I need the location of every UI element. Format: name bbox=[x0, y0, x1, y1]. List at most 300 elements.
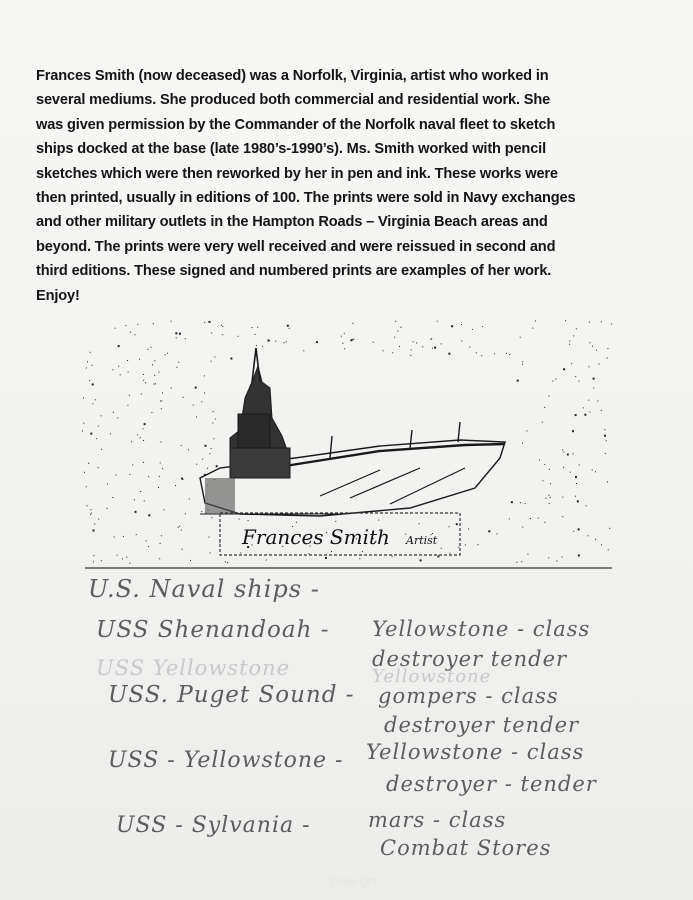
speckle bbox=[562, 557, 563, 558]
speckle bbox=[527, 554, 528, 555]
speckle bbox=[159, 372, 160, 373]
speckle bbox=[160, 401, 161, 402]
paragraph-line: third editions. These signed and numbered prints are examples of her work. bbox=[36, 263, 552, 280]
speckle bbox=[137, 435, 138, 436]
speckle bbox=[419, 523, 420, 524]
speckle bbox=[595, 471, 596, 472]
speckle bbox=[413, 341, 414, 342]
speckle bbox=[148, 349, 149, 350]
speckle bbox=[549, 396, 550, 397]
speckle bbox=[158, 487, 159, 488]
speckle bbox=[207, 468, 208, 469]
speckle bbox=[189, 498, 190, 499]
speckle bbox=[542, 480, 543, 481]
speckle bbox=[526, 430, 527, 431]
paragraph-line: and other military outlets in the Hampton Roads – Virginia Beach areas and bbox=[36, 214, 548, 231]
speckle bbox=[269, 340, 270, 341]
speckle bbox=[562, 497, 563, 498]
speckle bbox=[93, 555, 94, 556]
speckle bbox=[101, 449, 102, 450]
speckle bbox=[607, 358, 608, 359]
speckle bbox=[176, 367, 177, 368]
speckle bbox=[190, 560, 191, 561]
speckle bbox=[488, 530, 490, 532]
speckle bbox=[155, 383, 156, 384]
speckle bbox=[131, 441, 132, 442]
speckle bbox=[204, 322, 205, 323]
speckle bbox=[570, 472, 571, 473]
speckle bbox=[422, 346, 423, 347]
speckle bbox=[308, 553, 309, 554]
speckle bbox=[456, 523, 458, 525]
speckle bbox=[284, 342, 285, 343]
speckle bbox=[448, 353, 450, 355]
speckle bbox=[95, 399, 96, 400]
speckle bbox=[476, 352, 477, 353]
faint-watermark: Copyright bbox=[330, 876, 378, 888]
speckle bbox=[248, 520, 249, 521]
speckle bbox=[161, 535, 162, 536]
speckle bbox=[494, 353, 495, 354]
speckle bbox=[555, 379, 556, 380]
speckle bbox=[114, 537, 115, 538]
speckle bbox=[359, 558, 360, 559]
speckle bbox=[90, 352, 91, 353]
speckle bbox=[287, 325, 289, 327]
speckle bbox=[316, 341, 318, 343]
speckle bbox=[87, 505, 88, 506]
speckle bbox=[143, 380, 144, 381]
speckle bbox=[185, 513, 186, 514]
speckle bbox=[584, 414, 586, 416]
speckle bbox=[215, 419, 216, 420]
speckle bbox=[289, 328, 290, 329]
speckle bbox=[556, 560, 557, 561]
speckle bbox=[589, 366, 590, 367]
speckle bbox=[163, 509, 164, 510]
speckle bbox=[262, 346, 263, 347]
speckle bbox=[562, 516, 563, 517]
speckle bbox=[532, 328, 533, 329]
speckle bbox=[545, 498, 546, 499]
handwritten-heading: U.S. Naval ships - bbox=[88, 575, 320, 603]
ship-type: Combat Stores bbox=[380, 836, 552, 860]
speckle bbox=[238, 336, 239, 337]
speckle bbox=[117, 555, 118, 556]
speckle bbox=[517, 380, 519, 382]
speckle bbox=[576, 483, 577, 484]
ship-class: gompers - class bbox=[378, 684, 559, 708]
speckle bbox=[550, 497, 551, 498]
speckle bbox=[211, 448, 212, 449]
speckle bbox=[520, 337, 521, 338]
speckle bbox=[225, 561, 226, 562]
speckle bbox=[161, 442, 162, 443]
speckle bbox=[608, 549, 609, 550]
speckle bbox=[113, 412, 114, 413]
speckle bbox=[214, 357, 215, 358]
speckle bbox=[590, 412, 591, 413]
speckle bbox=[325, 557, 327, 559]
speckle bbox=[395, 321, 396, 322]
speckle bbox=[509, 354, 510, 355]
speckle bbox=[101, 415, 102, 416]
speckle bbox=[522, 443, 523, 444]
speckle bbox=[83, 423, 84, 424]
speckle bbox=[171, 321, 172, 322]
speckle bbox=[92, 403, 93, 404]
speckle bbox=[179, 526, 180, 527]
speckle bbox=[362, 551, 363, 552]
speckle bbox=[569, 341, 570, 342]
speckle bbox=[160, 462, 161, 463]
speckle bbox=[123, 536, 124, 537]
speckle bbox=[211, 361, 212, 362]
speckle bbox=[303, 350, 304, 351]
speckle bbox=[458, 547, 459, 548]
speckle bbox=[344, 348, 345, 349]
speckle bbox=[98, 519, 99, 520]
speckle bbox=[539, 460, 540, 461]
speckle bbox=[195, 387, 197, 389]
speckle bbox=[91, 513, 92, 514]
speckle bbox=[161, 400, 162, 401]
speckle bbox=[167, 353, 168, 354]
speckle bbox=[572, 430, 574, 432]
speckle bbox=[222, 334, 223, 335]
speckle bbox=[434, 347, 436, 349]
speckle bbox=[578, 528, 580, 530]
speckle bbox=[569, 344, 570, 345]
speckle bbox=[132, 464, 133, 465]
speckle bbox=[522, 527, 523, 528]
speckle bbox=[535, 321, 536, 322]
speckle bbox=[93, 561, 94, 562]
ship-class-faded: Yellowstone bbox=[372, 666, 492, 687]
speckle bbox=[437, 555, 439, 557]
speckle bbox=[196, 416, 197, 417]
speckle bbox=[127, 360, 128, 361]
ship-class: Yellowstone - class bbox=[366, 740, 585, 764]
paragraph-line: was given permission by the Commander of the Norfolk naval fleet to sketch bbox=[36, 116, 556, 133]
speckle bbox=[178, 362, 179, 363]
speckle bbox=[604, 435, 606, 437]
speckle bbox=[296, 522, 297, 523]
speckle bbox=[511, 501, 513, 503]
speckle bbox=[521, 561, 522, 562]
speckle bbox=[216, 465, 218, 467]
speckle bbox=[175, 485, 176, 486]
speckle bbox=[222, 326, 223, 327]
speckle bbox=[461, 340, 462, 341]
speckle bbox=[578, 381, 579, 382]
speckle bbox=[394, 337, 395, 338]
speckle bbox=[481, 355, 482, 356]
speckle bbox=[588, 400, 589, 401]
speckle bbox=[604, 429, 605, 430]
speckle bbox=[472, 329, 473, 330]
speckle bbox=[139, 359, 140, 360]
speckle bbox=[148, 514, 150, 516]
speckle bbox=[465, 544, 466, 545]
speckle bbox=[143, 428, 144, 429]
speckle bbox=[181, 445, 182, 446]
speckle bbox=[115, 475, 116, 476]
speckle bbox=[525, 503, 526, 504]
speckle bbox=[578, 555, 580, 557]
speckle bbox=[392, 352, 393, 353]
ship-name: USS Shenandoah - bbox=[96, 617, 330, 643]
speckle bbox=[552, 381, 553, 382]
speckle bbox=[342, 343, 343, 344]
speckle bbox=[441, 548, 442, 549]
speckle bbox=[240, 553, 241, 554]
speckle bbox=[143, 440, 144, 441]
speckle bbox=[101, 560, 102, 561]
speckle bbox=[129, 395, 130, 396]
speckle bbox=[563, 467, 564, 468]
speckle bbox=[90, 514, 91, 515]
speckle bbox=[520, 502, 521, 503]
speckle bbox=[182, 479, 183, 480]
speckle bbox=[563, 368, 565, 370]
ship-drawing bbox=[200, 348, 505, 516]
speckle bbox=[151, 412, 152, 413]
ship-sketch-print bbox=[80, 318, 615, 574]
speckle bbox=[146, 540, 147, 541]
speckle bbox=[201, 511, 202, 512]
speckle bbox=[115, 328, 116, 329]
speckle bbox=[201, 401, 202, 402]
speckle bbox=[586, 505, 587, 506]
speckle bbox=[469, 347, 470, 348]
speckle bbox=[213, 411, 214, 412]
speckle bbox=[178, 527, 179, 528]
speckle bbox=[94, 524, 95, 525]
speckle bbox=[544, 522, 545, 523]
speckle bbox=[196, 464, 197, 465]
speckle bbox=[601, 410, 602, 411]
speckle bbox=[592, 346, 593, 347]
speckle bbox=[210, 552, 211, 553]
speckle bbox=[257, 327, 258, 328]
speckle bbox=[607, 348, 608, 349]
speckle bbox=[450, 553, 451, 554]
speckle bbox=[400, 327, 401, 328]
paragraph-line: Frances Smith (now deceased) was a Norfolk, Virginia, artist who worked in bbox=[36, 68, 549, 84]
speckle bbox=[129, 563, 130, 564]
paragraph-line: then printed, usually in editions of 100. The prints were sold in Navy exchanges bbox=[36, 190, 576, 207]
speckle bbox=[335, 521, 336, 522]
speckle bbox=[331, 551, 332, 552]
speckle bbox=[352, 323, 353, 324]
speckle bbox=[397, 331, 398, 332]
speckle bbox=[565, 320, 566, 321]
speckle bbox=[550, 483, 551, 484]
speckle bbox=[544, 464, 545, 465]
speckle bbox=[544, 407, 545, 408]
speckle bbox=[86, 486, 87, 487]
speckle bbox=[145, 382, 146, 383]
ship-class: mars - class bbox=[368, 808, 507, 832]
ship-name: USS - Sylvania - bbox=[116, 813, 311, 838]
speckle bbox=[136, 534, 137, 535]
ship-type: destroyer tender bbox=[372, 647, 568, 671]
speckle bbox=[255, 334, 256, 335]
speckle bbox=[275, 341, 276, 342]
speckle bbox=[221, 325, 222, 326]
speckle bbox=[82, 430, 83, 431]
speckle bbox=[590, 342, 591, 343]
speckle bbox=[181, 530, 182, 531]
speckle bbox=[89, 380, 90, 381]
speckle bbox=[431, 338, 432, 339]
speckle bbox=[437, 321, 438, 322]
speckle bbox=[134, 499, 135, 500]
speckle bbox=[571, 363, 572, 364]
speckle bbox=[161, 408, 162, 409]
speckle bbox=[575, 496, 576, 497]
speckle bbox=[573, 335, 574, 336]
speckle bbox=[350, 339, 352, 341]
speckle bbox=[141, 394, 142, 395]
speckle bbox=[601, 321, 602, 322]
speckle bbox=[239, 518, 240, 519]
speckle bbox=[129, 474, 130, 475]
speckle bbox=[171, 388, 172, 389]
speckle bbox=[92, 384, 94, 386]
speckle bbox=[211, 517, 212, 518]
speckle bbox=[575, 476, 577, 478]
speckle bbox=[530, 518, 531, 519]
speckle bbox=[205, 445, 207, 447]
speckle bbox=[411, 349, 412, 350]
speckle bbox=[90, 509, 91, 510]
ship-name: USS. Puget Sound - bbox=[108, 682, 355, 708]
speckle bbox=[162, 392, 163, 393]
speckle bbox=[159, 476, 160, 477]
speckle bbox=[468, 529, 469, 530]
speckle bbox=[373, 342, 374, 343]
speckle bbox=[410, 355, 411, 356]
speckle bbox=[538, 518, 539, 519]
speckle bbox=[353, 339, 354, 340]
speckle bbox=[451, 325, 453, 327]
ship-name: USS - Yellowstone - bbox=[108, 748, 344, 773]
speckle bbox=[148, 476, 149, 477]
speckle bbox=[509, 518, 510, 519]
speckle bbox=[107, 508, 108, 509]
speckle bbox=[152, 364, 153, 365]
speckle bbox=[143, 374, 144, 375]
speckle bbox=[110, 433, 111, 434]
artist-signature: Frances Smith bbox=[242, 525, 390, 549]
speckle bbox=[522, 364, 523, 365]
speckle bbox=[96, 438, 97, 439]
description-paragraph bbox=[36, 64, 656, 308]
speckle bbox=[128, 372, 129, 373]
speckle bbox=[607, 481, 608, 482]
speckle bbox=[120, 374, 121, 375]
speckle bbox=[204, 393, 205, 394]
speckle bbox=[583, 407, 584, 408]
ship-class: Yellowstone - class bbox=[372, 617, 591, 641]
speckle bbox=[573, 453, 574, 454]
speckle bbox=[461, 324, 462, 325]
speckle bbox=[154, 384, 155, 385]
speckle bbox=[592, 469, 593, 470]
speckle bbox=[86, 368, 87, 369]
speckle bbox=[144, 423, 146, 425]
speckle bbox=[154, 360, 155, 361]
speckle bbox=[211, 333, 212, 334]
speckle bbox=[117, 417, 118, 418]
speckle bbox=[188, 449, 189, 450]
speckle bbox=[266, 560, 267, 561]
speckle bbox=[83, 397, 84, 398]
speckle bbox=[88, 463, 89, 464]
speckle bbox=[548, 495, 549, 496]
paragraph-line: several mediums. She produced both commercial and residential work. She bbox=[36, 92, 551, 109]
paragraph-line: beyond. The prints were very well received and were reissued in second and bbox=[36, 238, 556, 255]
speckle bbox=[420, 559, 422, 561]
speckle bbox=[378, 520, 379, 521]
speckle bbox=[209, 537, 210, 538]
speckle bbox=[126, 557, 127, 558]
speckle bbox=[286, 341, 287, 342]
speckle bbox=[595, 539, 596, 540]
speckle bbox=[140, 491, 141, 492]
speckle bbox=[122, 558, 123, 559]
speckle bbox=[588, 535, 589, 536]
speckle bbox=[227, 562, 228, 563]
speckle bbox=[160, 543, 161, 544]
speckle bbox=[182, 549, 183, 550]
speckle bbox=[609, 528, 610, 529]
speckle bbox=[154, 375, 155, 376]
paragraph-line: sketches which were then reworked by her in pen and ink. These works were bbox=[36, 165, 558, 182]
speckle bbox=[577, 500, 579, 502]
speckle bbox=[185, 338, 186, 339]
speckle bbox=[392, 556, 393, 557]
speckle bbox=[579, 464, 580, 465]
speckle bbox=[596, 350, 597, 351]
speckle bbox=[175, 332, 177, 334]
speckle bbox=[87, 361, 88, 362]
speckle bbox=[549, 503, 550, 504]
speckle bbox=[432, 348, 433, 349]
speckle bbox=[179, 333, 181, 335]
ship-type: destroyer - tender bbox=[386, 772, 597, 796]
speckle bbox=[599, 364, 600, 365]
speckle bbox=[478, 544, 479, 545]
speckle bbox=[575, 376, 576, 377]
speckle bbox=[593, 388, 594, 389]
paragraph-line: Enjoy! bbox=[36, 287, 80, 304]
speckle bbox=[605, 453, 606, 454]
speckle bbox=[125, 325, 126, 326]
speckle bbox=[497, 533, 498, 534]
speckle bbox=[441, 343, 442, 344]
speckle bbox=[576, 328, 577, 329]
speckle bbox=[601, 544, 602, 545]
speckle bbox=[522, 361, 523, 362]
speckle bbox=[183, 397, 184, 398]
speckle bbox=[597, 401, 598, 402]
artist-signature-suffix: Artist bbox=[406, 534, 438, 547]
speckle bbox=[127, 405, 128, 406]
speckle bbox=[193, 405, 194, 406]
